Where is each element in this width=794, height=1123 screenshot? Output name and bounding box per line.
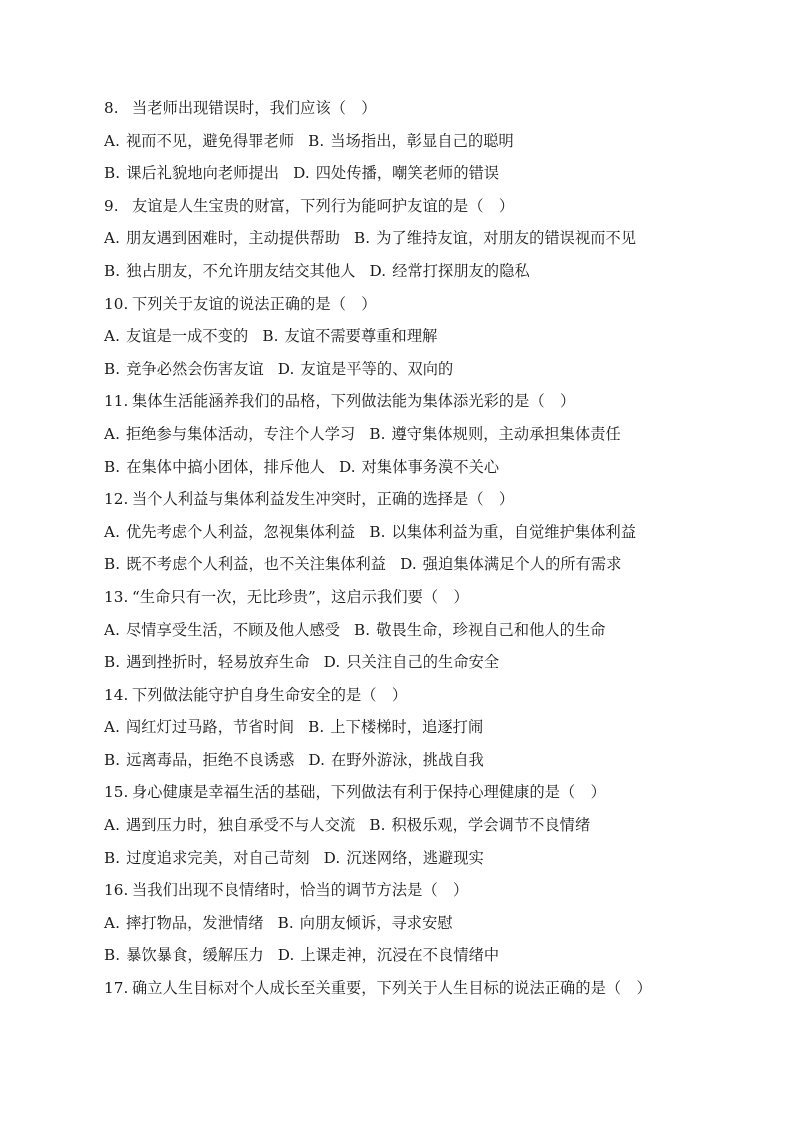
option-row	[104, 125, 724, 158]
option-letter: B.	[308, 131, 325, 150]
option-text: 向朋友倾诉，寻求安慰	[299, 913, 453, 932]
option-letter: D.	[400, 555, 417, 574]
question-text: 当老师出现错误时，我们应该（ ）	[132, 99, 377, 117]
option-row	[104, 222, 724, 255]
option-text: 朋友遇到困难时，主动提供帮助	[126, 229, 341, 248]
option-letter: D.	[369, 261, 387, 280]
question-number: 14.	[104, 685, 129, 704]
option-letter: A.	[104, 131, 120, 150]
option-text: 在集体中搞小团体，排斥他人	[126, 457, 325, 476]
option-text: 竞争必然会伤害友谊	[126, 359, 264, 378]
option-text: 当场指出，彰显自己的聪明	[330, 131, 514, 150]
option-letter: B.	[104, 848, 121, 867]
option-letter: A.	[104, 522, 120, 541]
option-letter: D.	[323, 848, 341, 867]
option-text: 视而不见，避免得罪老师	[126, 131, 295, 150]
option-text: 闯红灯过马路，节省时间	[126, 718, 295, 737]
option-text: 友谊是一成不变的	[126, 327, 249, 346]
option-letter: B.	[277, 913, 294, 932]
option-text: 经常打探朋友的隐私	[392, 261, 530, 280]
option-row	[104, 516, 724, 549]
option-row	[104, 939, 724, 972]
option-letter: B.	[104, 261, 121, 280]
option-text: 沉迷网络，逃避现实	[346, 848, 484, 867]
option-letter: D.	[308, 750, 326, 769]
question-number: 10.	[104, 294, 129, 313]
option-text: 敬畏生命，珍视自己和他人的生命	[376, 620, 606, 639]
option-letter: B.	[104, 457, 121, 476]
option-text: 只关注自己的生命安全	[346, 653, 500, 672]
option-letter: B.	[104, 750, 121, 769]
option-letter: A.	[104, 424, 120, 443]
question-text: 确立人生目标对个人成长至关重要，下列关于人生目标的说法正确的是（ ）	[132, 979, 652, 998]
option-row	[104, 907, 724, 940]
question-stem	[104, 483, 724, 516]
question-text: 身心健康是幸福生活的基础，下列做法有利于保持心理健康的是（ ）	[132, 783, 606, 802]
option-letter: A.	[104, 816, 120, 835]
option-text: 摔打物品，发泄情绪	[126, 913, 264, 932]
option-row	[104, 744, 724, 777]
option-letter: A.	[104, 913, 120, 932]
question-text: 当个人利益与集体利益发生冲突时，正确的选择是（ ）	[132, 490, 515, 509]
question-text: 下列做法能守护自身生命安全的是（ ）	[132, 685, 408, 704]
option-text: 上课走神，沉浸在不良情绪中	[300, 946, 500, 965]
option-row	[104, 451, 724, 484]
option-letter: D.	[277, 946, 295, 965]
option-letter: D.	[277, 359, 295, 378]
option-row	[104, 255, 724, 288]
option-letter: B.	[354, 620, 371, 639]
option-letter: B.	[369, 522, 386, 541]
option-text: 以集体利益为重，自觉维护集体利益	[391, 522, 637, 541]
option-text: 对集体事务漠不关心	[361, 457, 500, 476]
option-letter: B.	[104, 164, 121, 183]
question-text: 当我们出现不良情绪时，恰当的调节方法是（ ）	[132, 881, 469, 900]
option-row	[104, 842, 724, 875]
option-letter: B.	[308, 718, 325, 737]
option-text: 友谊不需要尊重和理解	[284, 327, 438, 346]
question-number: 16.	[104, 881, 129, 900]
question-number: 13.	[104, 587, 129, 606]
option-text: 友谊是平等的、双向的	[300, 359, 454, 378]
question-text: 友谊是人生宝贵的财富，下列行为能呵护友谊的是（ ）	[132, 196, 515, 215]
option-row	[104, 157, 724, 190]
option-text: 远离毒品，拒绝不良诱惑	[126, 750, 295, 769]
option-letter: B.	[354, 229, 371, 248]
option-row	[104, 711, 724, 744]
option-letter: B.	[104, 653, 121, 672]
question-stem	[104, 679, 724, 712]
option-text: 上下楼梯时，追逐打闹	[330, 718, 484, 737]
option-row	[104, 418, 724, 451]
option-text: 拒绝参与集体活动，专注个人学习	[126, 424, 356, 443]
option-letter: D.	[323, 653, 341, 672]
question-list	[104, 92, 724, 1005]
question-number: 8.	[104, 99, 119, 117]
option-letter: A.	[104, 620, 120, 639]
question-text: “生命只有一次，无比珍贵”，这启示我们要（ ）	[132, 587, 469, 606]
option-letter: B.	[369, 816, 386, 835]
option-row	[104, 353, 724, 386]
option-text: 遵守集体规则，主动承担集体责任	[391, 424, 621, 443]
question-stem	[104, 385, 724, 418]
option-row	[104, 320, 724, 353]
option-text: 遇到挫折时，轻易放弃生命	[126, 653, 310, 672]
question-number: 9.	[104, 196, 119, 215]
question-stem	[104, 92, 724, 125]
option-letter: B.	[262, 327, 279, 346]
option-text: 在野外游泳，挑战自我	[331, 750, 484, 769]
option-text: 为了维持友谊，对朋友的错误视而不见	[376, 229, 637, 248]
question-number: 15.	[104, 783, 129, 802]
option-text: 尽情享受生活，不顾及他人感受	[126, 620, 341, 639]
option-letter: B.	[369, 424, 386, 443]
option-text: 过度追求完美，对自己苛刻	[126, 848, 310, 867]
option-text: 独占朋友，不允许朋友结交其他人	[126, 261, 356, 280]
option-row	[104, 809, 724, 842]
option-letter: A.	[104, 327, 120, 346]
question-stem	[104, 581, 724, 614]
option-text: 课后礼貌地向老师提出	[126, 164, 280, 183]
question-stem	[104, 972, 724, 1005]
question-text: 下列关于友谊的说法正确的是（ ）	[132, 294, 377, 313]
option-letter: B.	[104, 555, 121, 574]
question-number: 12.	[104, 490, 129, 509]
question-stem	[104, 874, 724, 907]
question-number: 17.	[104, 979, 129, 998]
option-letter: A.	[104, 229, 120, 248]
question-stem	[104, 776, 724, 809]
option-text: 强迫集体满足个人的所有需求	[422, 555, 622, 574]
option-letter: D.	[338, 457, 356, 476]
option-text: 优先考虑个人利益，忽视集体利益	[126, 522, 356, 541]
option-text: 积极乐观，学会调节不良情绪	[391, 816, 591, 835]
option-text: 遇到压力时，独自承受不与人交流	[126, 816, 356, 835]
question-stem	[104, 288, 724, 321]
option-row	[104, 548, 724, 581]
question-stem	[104, 190, 724, 223]
option-text: 四处传播，嘲笑老师的错误	[315, 164, 500, 183]
option-letter: A.	[104, 718, 120, 737]
option-letter: D.	[293, 164, 310, 183]
question-text: 集体生活能涵养我们的品格，下列做法能为集体添光彩的是（ ）	[132, 392, 576, 411]
question-number: 11.	[104, 392, 129, 411]
option-row	[104, 614, 724, 647]
option-letter: B.	[104, 946, 121, 965]
option-text: 暴饮暴食，缓解压力	[126, 946, 264, 965]
option-row	[104, 646, 724, 679]
option-text: 既不考虑个人利益，也不关注集体利益	[126, 555, 387, 574]
option-letter: B.	[104, 359, 121, 378]
